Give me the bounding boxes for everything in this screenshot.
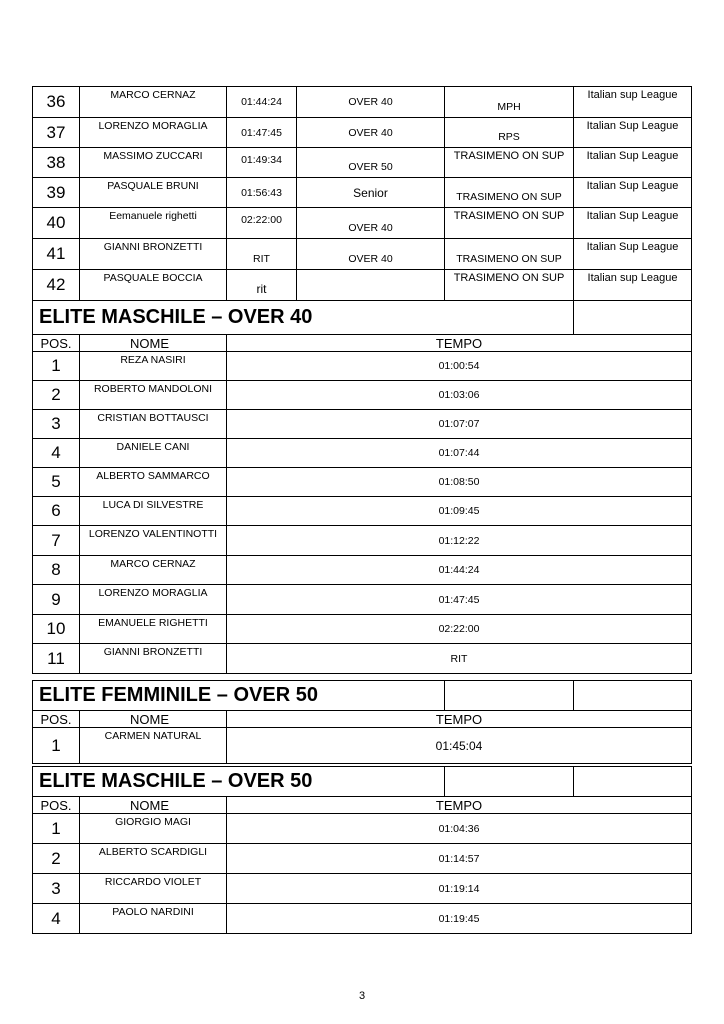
- position-cell: 4: [33, 904, 80, 934]
- position-cell: 3: [33, 874, 80, 904]
- time-cell: 01:19:45: [227, 904, 692, 934]
- table-row: [33, 439, 692, 468]
- position-cell: 9: [33, 585, 80, 615]
- category-cell: OVER 40: [297, 208, 445, 239]
- pos-header: POS.: [33, 797, 80, 814]
- section-title: ELITE FEMMINILE – OVER 50: [33, 681, 445, 711]
- club-cell: TRASIMENO ON SUP: [445, 270, 574, 301]
- time-cell: 01:00:54: [227, 352, 692, 381]
- position-cell: 7: [33, 526, 80, 556]
- athlete-name: ALBERTO SCARDIGLI: [80, 844, 227, 874]
- category-cell: OVER 40: [297, 239, 445, 270]
- table-row: [33, 644, 692, 674]
- table-row: [33, 410, 692, 439]
- position-cell: 3: [33, 410, 80, 439]
- league-cell: Italian sup League: [574, 270, 692, 301]
- time-cell: 01:49:34: [227, 148, 297, 178]
- table-row: [33, 352, 692, 381]
- tempo-header: TEMPO: [227, 797, 692, 814]
- athlete-name: GIANNI BRONZETTI: [80, 239, 227, 270]
- header-row: [33, 711, 692, 728]
- table-row: [33, 585, 692, 615]
- position-cell: 4: [33, 439, 80, 468]
- position-cell: 39: [33, 178, 80, 208]
- position-cell: 11: [33, 644, 80, 674]
- time-cell: 01:19:14: [227, 874, 692, 904]
- athlete-name: EMANUELE RIGHETTI: [80, 615, 227, 644]
- empty-cell: [445, 767, 574, 797]
- category-cell: [297, 270, 445, 301]
- table-row: [33, 904, 692, 934]
- time-cell: 01:08:50: [227, 468, 692, 497]
- table-row: [33, 239, 692, 270]
- athlete-name: ROBERTO MANDOLONI: [80, 381, 227, 410]
- table-row: [33, 468, 692, 497]
- time-cell: 01:12:22: [227, 526, 692, 556]
- athlete-name: LORENZO MORAGLIA: [80, 585, 227, 615]
- athlete-name: GIANNI BRONZETTI: [80, 644, 227, 674]
- position-cell: 1: [33, 352, 80, 381]
- athlete-name: LUCA DI SILVESTRE: [80, 497, 227, 526]
- time-cell: RIT: [227, 644, 692, 674]
- league-cell: Italian Sup League: [574, 148, 692, 178]
- position-cell: 1: [33, 814, 80, 844]
- category-cell: OVER 40: [297, 87, 445, 118]
- section-elite-maschile-over-50: [32, 766, 692, 934]
- time-cell: 01:45:04: [227, 728, 692, 764]
- section-title: ELITE MASCHILE – OVER 50: [33, 767, 445, 797]
- table-row: [33, 728, 692, 764]
- category-cell: OVER 50: [297, 148, 445, 178]
- empty-cell: [574, 767, 692, 797]
- club-cell: TRASIMENO ON SUP: [445, 178, 574, 208]
- time-cell: rit: [227, 270, 297, 301]
- league-cell: Italian Sup League: [574, 239, 692, 270]
- athlete-name: MASSIMO ZUCCARI: [80, 148, 227, 178]
- club-cell: TRASIMENO ON SUP: [445, 208, 574, 239]
- athlete-name: LORENZO VALENTINOTTI: [80, 526, 227, 556]
- tempo-header: TEMPO: [227, 335, 692, 352]
- athlete-name: RICCARDO VIOLET: [80, 874, 227, 904]
- time-cell: 01:03:06: [227, 381, 692, 410]
- athlete-name: PASQUALE BOCCIA: [80, 270, 227, 301]
- athlete-name: PAOLO NARDINI: [80, 904, 227, 934]
- position-cell: 37: [33, 118, 80, 148]
- empty-cell: [574, 681, 692, 711]
- time-cell: 01:56:43: [227, 178, 297, 208]
- time-cell: 01:07:07: [227, 410, 692, 439]
- athlete-name: ALBERTO SAMMARCO: [80, 468, 227, 497]
- time-cell: RIT: [227, 239, 297, 270]
- empty-cell: [574, 301, 692, 335]
- section-elite-femminile-over-50: [32, 680, 692, 764]
- club-cell: TRASIMENO ON SUP: [445, 148, 574, 178]
- position-cell: 10: [33, 615, 80, 644]
- category-cell: Senior: [297, 178, 445, 208]
- position-cell: 5: [33, 468, 80, 497]
- section-title-row: [33, 767, 692, 797]
- league-cell: Italian Sup League: [574, 118, 692, 148]
- athlete-name: CARMEN NATURAL: [80, 728, 227, 764]
- position-cell: 41: [33, 239, 80, 270]
- table-row: [33, 814, 692, 844]
- table-row: [33, 381, 692, 410]
- athlete-name: DANIELE CANI: [80, 439, 227, 468]
- athlete-name: REZA NASIRI: [80, 352, 227, 381]
- table-row: [33, 208, 692, 239]
- league-cell: Italian Sup League: [574, 208, 692, 239]
- position-cell: 6: [33, 497, 80, 526]
- table-row: [33, 526, 692, 556]
- results-table-top: [32, 86, 692, 301]
- tempo-header: TEMPO: [227, 711, 692, 728]
- league-cell: Italian Sup League: [574, 178, 692, 208]
- header-row: [33, 797, 692, 814]
- empty-cell: [445, 681, 574, 711]
- name-header: NOME: [80, 797, 227, 814]
- position-cell: 36: [33, 87, 80, 118]
- athlete-name: MARCO CERNAZ: [80, 556, 227, 585]
- section-elite-maschile-over-40: [32, 300, 692, 674]
- athlete-name: GIORGIO MAGI: [80, 814, 227, 844]
- time-cell: 01:47:45: [227, 585, 692, 615]
- table-row: [33, 270, 692, 301]
- table-row: [33, 118, 692, 148]
- time-cell: 01:07:44: [227, 439, 692, 468]
- time-cell: 01:04:36: [227, 814, 692, 844]
- league-cell: Italian sup League: [574, 87, 692, 118]
- table-row: [33, 497, 692, 526]
- time-cell: 01:47:45: [227, 118, 297, 148]
- position-cell: 40: [33, 208, 80, 239]
- section-title-row: [33, 301, 692, 335]
- position-cell: 2: [33, 844, 80, 874]
- table-row: [33, 178, 692, 208]
- time-cell: 02:22:00: [227, 208, 297, 239]
- time-cell: 01:44:24: [227, 556, 692, 585]
- club-cell: RPS: [445, 118, 574, 148]
- section-title: ELITE MASCHILE – OVER 40: [33, 301, 574, 335]
- club-cell: MPH: [445, 87, 574, 118]
- position-cell: 1: [33, 728, 80, 764]
- time-cell: 01:14:57: [227, 844, 692, 874]
- position-cell: 38: [33, 148, 80, 178]
- athlete-name: PASQUALE BRUNI: [80, 178, 227, 208]
- pos-header: POS.: [33, 711, 80, 728]
- name-header: NOME: [80, 711, 227, 728]
- table-row: [33, 87, 692, 118]
- time-cell: 01:09:45: [227, 497, 692, 526]
- table-row: [33, 874, 692, 904]
- header-row: [33, 335, 692, 352]
- page-number: 3: [358, 990, 366, 1002]
- table-row: [33, 844, 692, 874]
- club-cell: TRASIMENO ON SUP: [445, 239, 574, 270]
- athlete-name: CRISTIAN BOTTAUSCI: [80, 410, 227, 439]
- pos-header: POS.: [33, 335, 80, 352]
- athlete-name: MARCO CERNAZ: [80, 87, 227, 118]
- name-header: NOME: [80, 335, 227, 352]
- time-cell: 01:44:24: [227, 87, 297, 118]
- athlete-name: LORENZO MORAGLIA: [80, 118, 227, 148]
- time-cell: 02:22:00: [227, 615, 692, 644]
- category-cell: OVER 40: [297, 118, 445, 148]
- section-title-row: [33, 681, 692, 711]
- table-row: [33, 556, 692, 585]
- position-cell: 8: [33, 556, 80, 585]
- position-cell: 42: [33, 270, 80, 301]
- position-cell: 2: [33, 381, 80, 410]
- table-row: [33, 148, 692, 178]
- table-row: [33, 615, 692, 644]
- athlete-name: Eemanuele righetti: [80, 208, 227, 239]
